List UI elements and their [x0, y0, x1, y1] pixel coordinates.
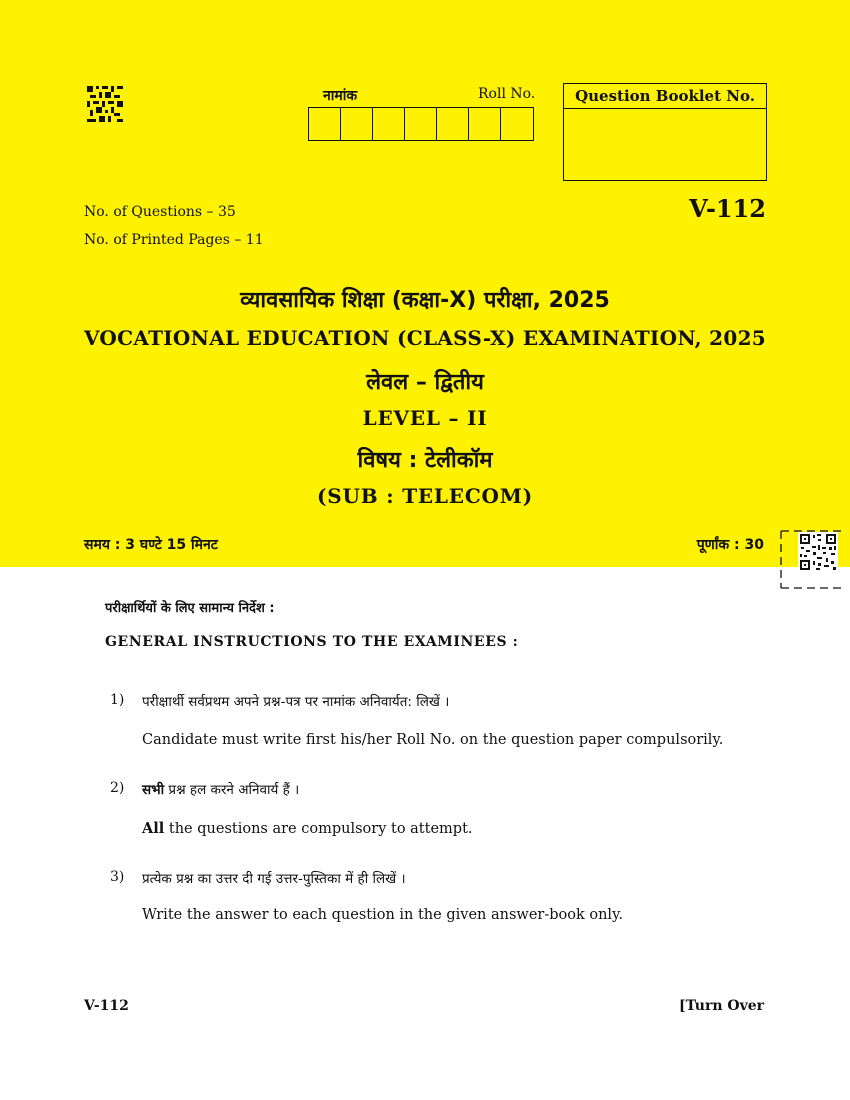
footer-paper-code: V-112 — [84, 998, 129, 1014]
title-hindi: व्यावसायिक शिक्षा (कक्षा-X) परीक्षा, 2025 — [240, 288, 610, 313]
printed-pages — [84, 232, 264, 248]
instruction-hindi-emphasis: सभी — [142, 782, 165, 798]
question-count — [84, 204, 236, 220]
roll-label-hindi: नामांक — [323, 88, 358, 104]
roll-digit-box[interactable] — [469, 108, 501, 140]
instruction-hindi — [142, 780, 299, 798]
roll-digit-box[interactable] — [309, 108, 341, 140]
instruction-english: Write the answer to each question in the given answer-book only. — [142, 907, 623, 923]
instruction-number: 2) — [110, 780, 125, 796]
instruction-hindi-rest: प्रश्न हल करने अनिवार्य हैं । — [164, 782, 300, 798]
question-count-text: No. of Questions – 35 — [84, 204, 236, 220]
turn-over-label: [Turn Over — [679, 998, 764, 1014]
roll-digit-box[interactable] — [405, 108, 437, 140]
subject-english: (SUB : TELECOM) — [317, 484, 533, 508]
booklet-label: Question Booklet No. — [564, 84, 766, 109]
roll-number-boxes[interactable] — [308, 107, 534, 141]
roll-digit-box[interactable] — [437, 108, 469, 140]
instruction-number: 1) — [110, 692, 125, 708]
subject-hindi: विषय : टेलीकॉम — [357, 448, 493, 473]
question-booklet-box[interactable] — [563, 83, 767, 181]
qr-code-icon — [780, 530, 846, 590]
roll-label-english: Roll No. — [478, 86, 536, 102]
instruction-hindi: परीक्षार्थी सर्वप्रथम अपने प्रश्न-पत्र पर नामांक अनिवार्यत: लिखें । — [142, 694, 450, 710]
instruction-english — [142, 820, 473, 837]
instructions-title-english: GENERAL INSTRUCTIONS TO THE EXAMINEES : — [105, 634, 519, 650]
instruction-english-emphasis: All — [142, 820, 165, 837]
printed-pages-text: No. of Printed Pages – 11 — [84, 232, 264, 248]
time-allowed: समय : 3 घण्टे 15 मिनट — [84, 537, 218, 553]
max-marks: पूर्णांक : 30 — [696, 537, 764, 553]
paper-code: V-112 — [689, 194, 766, 223]
level-english: LEVEL – II — [362, 406, 488, 430]
instruction-english: Candidate must write first his/her Roll No. on the question paper compulsorily. — [142, 732, 724, 748]
roll-digit-box[interactable] — [501, 108, 533, 140]
instructions-title-hindi: परीक्षार्थियों के लिए सामान्य निर्देश : — [105, 601, 275, 616]
general-instructions — [105, 598, 785, 650]
instruction-english-rest: the questions are compulsory to attempt. — [164, 821, 473, 837]
instruction-hindi: प्रत्येक प्रश्न का उत्तर दी गई उत्तर-पुस्तिका में ही लिखें । — [142, 871, 406, 887]
roll-digit-box[interactable] — [341, 108, 373, 140]
level-hindi: लेवल – द्वितीय — [366, 370, 484, 395]
title-english: VOCATIONAL EDUCATION (CLASS-X) EXAMINATION, 2025 — [83, 326, 767, 350]
roll-digit-box[interactable] — [373, 108, 405, 140]
datamatrix-code-icon — [87, 86, 123, 122]
instruction-number: 3) — [110, 869, 125, 885]
